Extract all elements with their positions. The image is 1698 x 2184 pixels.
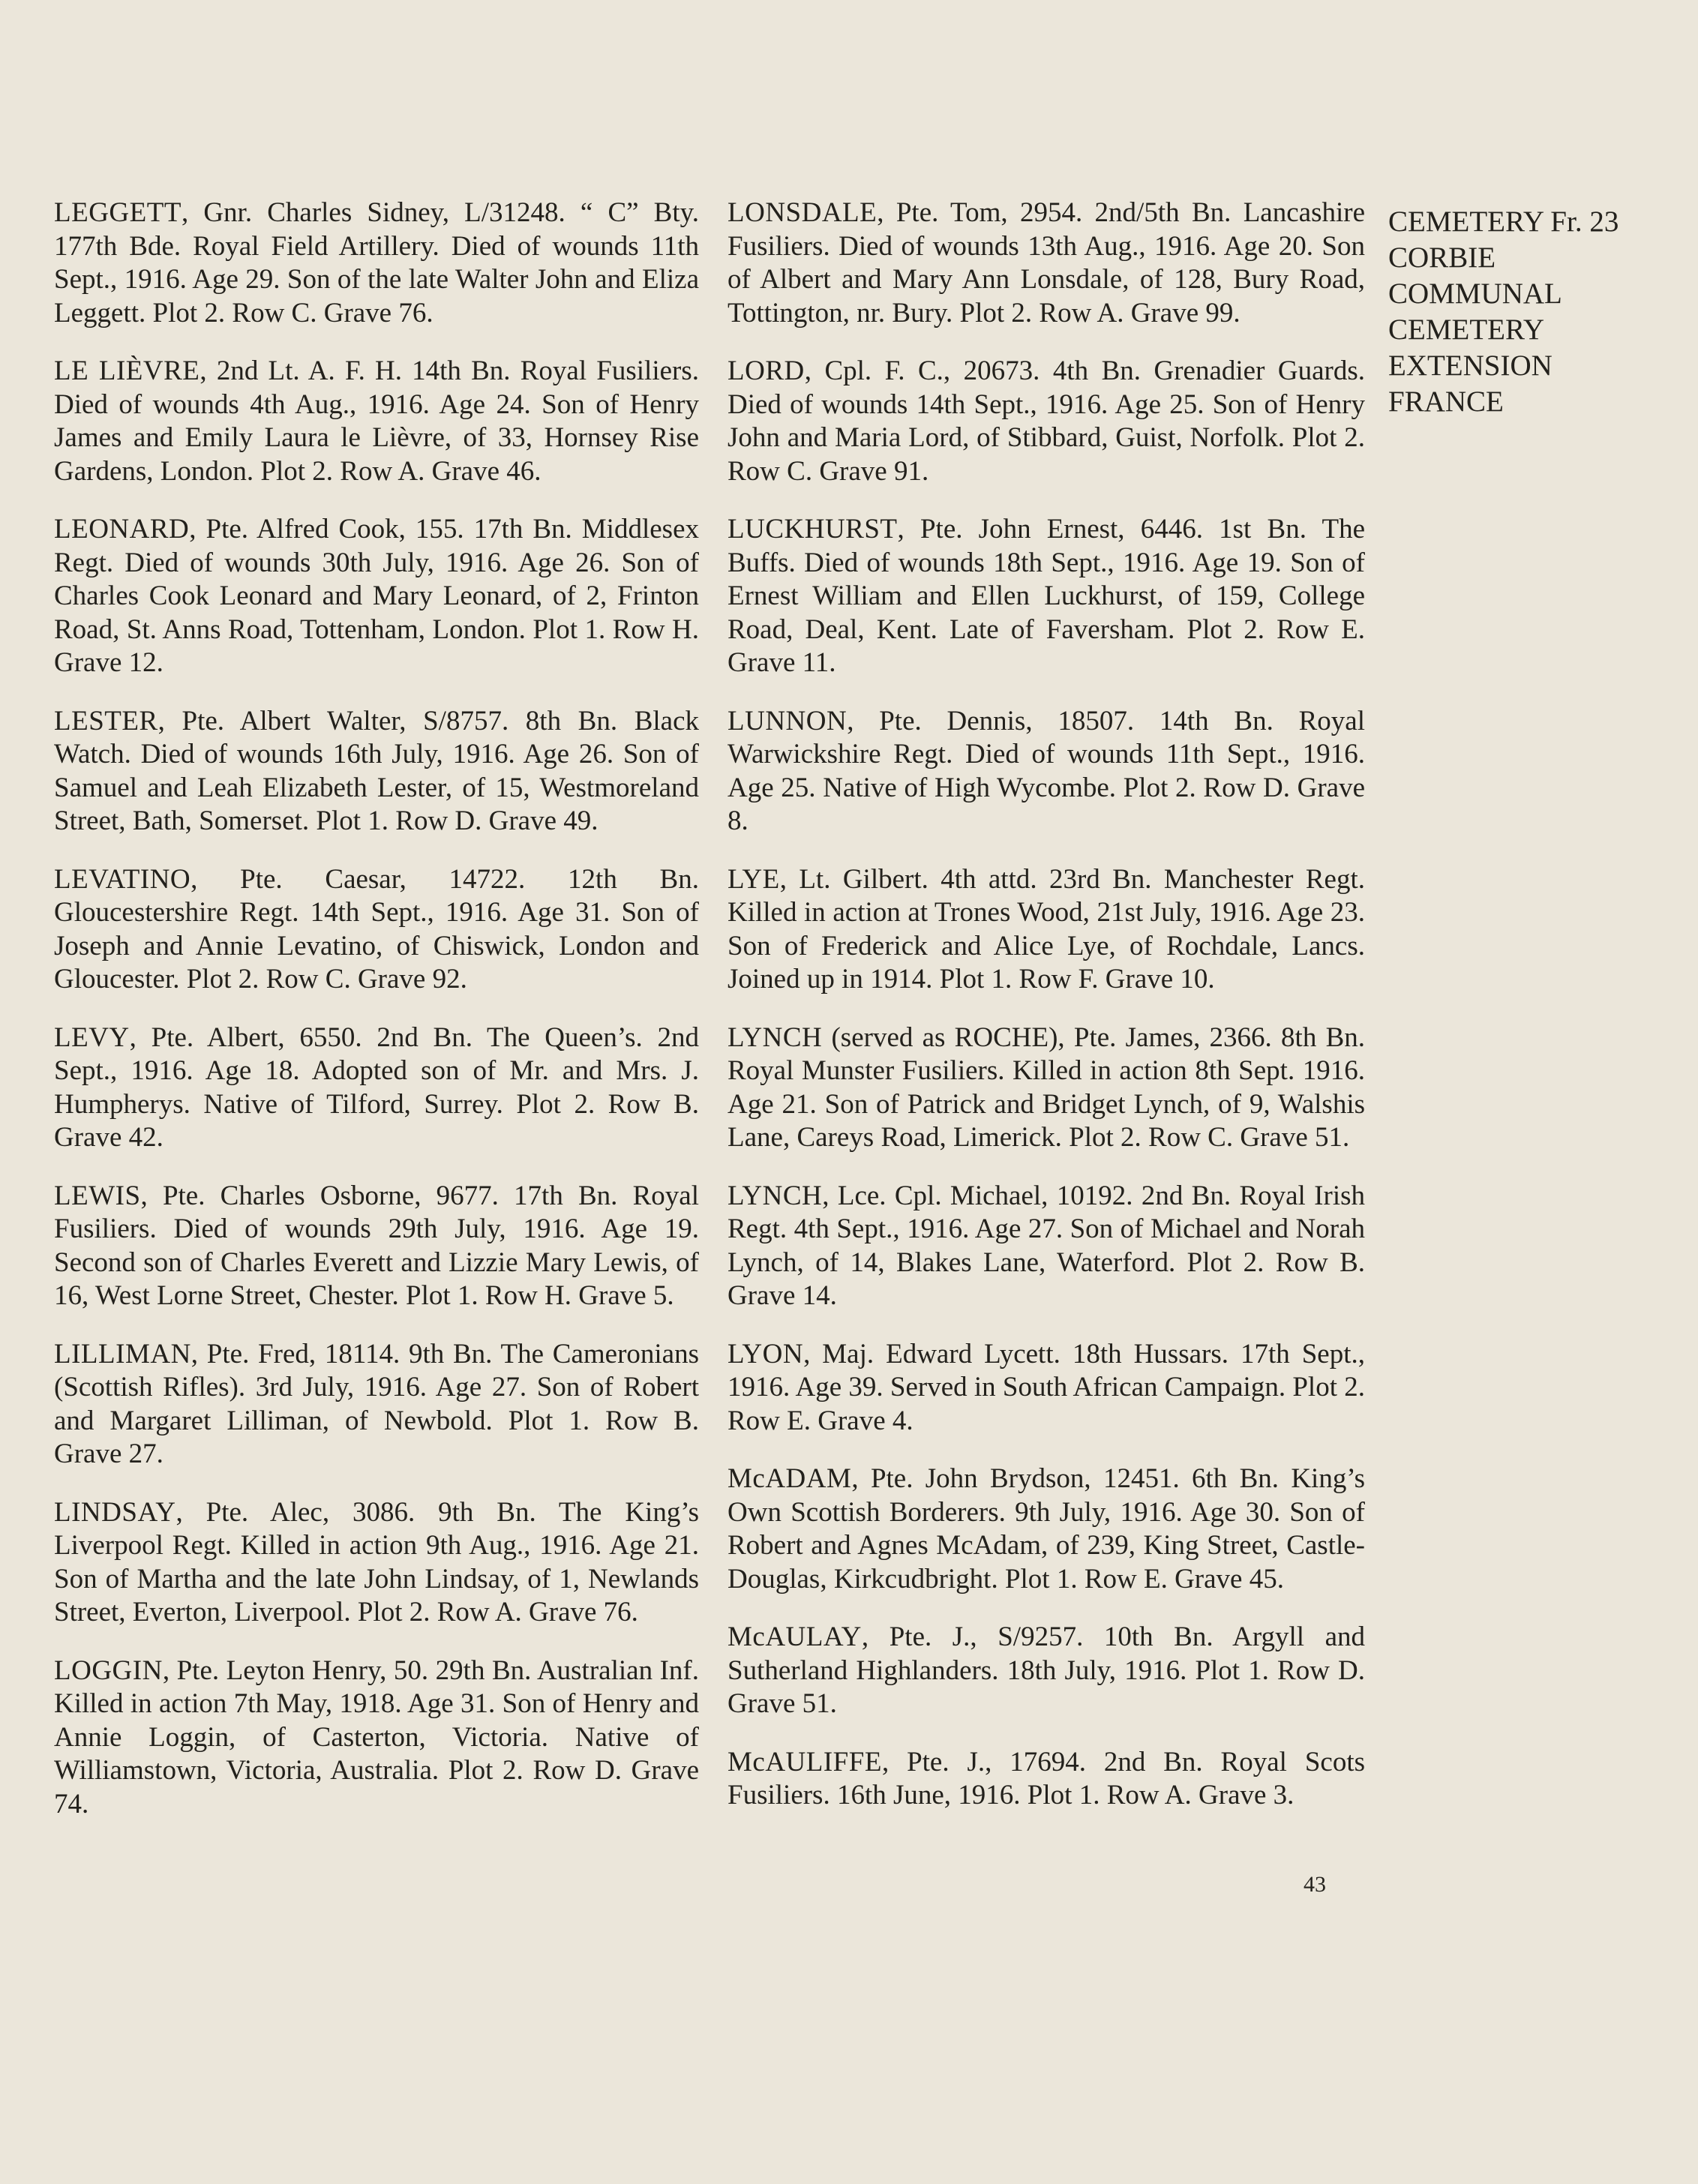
heading-line: FRANCE [1388, 386, 1504, 418]
entry-surname: LESTER [54, 705, 158, 736]
register-entry [54, 1338, 699, 1472]
entry-surname: LOGGIN [54, 1654, 163, 1686]
entry-surname: LYNCH [728, 1022, 823, 1053]
register-entry [728, 196, 1365, 330]
entry-details: , Maj. Edward Lycett. 18th Hussars. 17th Sept., 1916. Age 39. Served in South African Campaign. Plot 2. Row E. Grave 4. [728, 1338, 1365, 1436]
entry-details: , Pte. Alfred Cook, 155. 17th Bn. Middlesex Regt. Died of wounds 30th July, 1916. Age 26. Son of Charles Cook Leonard and Mary Leonard, of 2, Frinton Road, St. Anns Road, Tottenham, London. Plot 1. Row H. Grave 12. [54, 514, 699, 678]
entry-surname: LUCKHURST [728, 514, 898, 544]
register-entry [54, 1496, 699, 1630]
entry-details: , Pte. Caesar, 14722. 12th Bn. Gloucestershire Regt. 14th Sept., 1916. Age 31. Son of Joseph and Annie Levatino, of Chiswick, London and Gloucester. Plot 2. Row C. Grave 92. [54, 863, 699, 994]
entry-details: , Pte. Alec, 3086. 9th Bn. The King’s Liverpool Regt. Killed in action 9th Aug., 1916. Age 21. Son of Martha and the late John Lindsay, of 1, Newlands Street, Everton, Liverpool. Plot 2. Row A. Grave 76. [54, 1496, 699, 1628]
heading-line: COMMUNAL [1388, 278, 1562, 310]
entry-surname: LUNNON [728, 705, 848, 736]
entry-details: , Pte. Fred, 18114. 9th Bn. The Cameronians (Scottish Rifles). 3rd July, 1916. Age 27. Son of Robert and Margaret Lilliman, of Newbold. Plot 1. Row B. Grave 27. [54, 1338, 699, 1469]
entry-surname: LONSDALE [728, 197, 878, 228]
cemetery-heading [1388, 204, 1688, 420]
entry-details: , Pte. Albert Walter, S/8757. 8th Bn. Black Watch. Died of wounds 16th July, 1916. Age 26. Son of Samuel and Leah Elizabeth Lester, of 15, Westmoreland Street, Bath, Somerset. Plot 1. Row D. Grave 49. [54, 705, 699, 836]
entry-details: , Gnr. Charles Sidney, L/31248. “ C” Bty. 177th Bde. Royal Field Artillery. Died of wounds 11th Sept., 1916. Age 29. Son of the late Walter John and Eliza Leggett. Plot 2. Row C. Grave 76. [54, 197, 699, 328]
entry-details: , Pte. Leyton Henry, 50. 29th Bn. Australian Inf. Killed in action 7th May, 1918. Age 31. Son of Henry and Annie Loggin, of Casterton, Victoria. Native of Williamstown, Victoria, Australia. Plot 2. Row D. Grave 74. [54, 1654, 699, 1820]
page-number: 43 [1304, 1872, 1326, 1897]
entry-surname: LYE [728, 863, 780, 895]
entry-details: , Pte. Dennis, 18507. 14th Bn. Royal Warwickshire Regt. Died of wounds 11th Sept., 1916. Age 25. Native of High Wycombe. Plot 2. Row D. Grave 8. [728, 705, 1365, 836]
entry-surname: McAULIFFE [728, 1746, 882, 1778]
entry-surname: LEONARD [54, 514, 190, 544]
register-entry [54, 863, 699, 997]
entry-details: , Pte. J., S/9257. 10th Bn. Argyll and Sutherland Highlanders. 18th July, 1916. Plot 1. Row D. Grave 51. [728, 1622, 1365, 1719]
entry-surname: LYON [728, 1338, 804, 1370]
entry-details: , Lce. Cpl. Michael, 10192. 2nd Bn. Royal Irish Regt. 4th Sept., 1916. Age 27. Son of Michael and Norah Lynch, of 14, Blakes Lane, Waterford. Plot 2. Row B. Grave 14. [728, 1180, 1365, 1311]
register-entry [54, 1654, 699, 1822]
entry-surname: LEVY [54, 1022, 130, 1053]
entry-surname: LYNCH [728, 1180, 823, 1211]
heading-line: CEMETERY [1388, 314, 1545, 346]
register-entry [728, 513, 1365, 680]
entry-surname: LE LIÈVRE [54, 356, 200, 386]
register-entry [54, 705, 699, 838]
register-entry [54, 196, 699, 330]
entry-surname: McAULAY [728, 1622, 862, 1652]
register-entry [728, 355, 1365, 488]
entry-details: , Pte. John Brydson, 12451. 6th Bn. King’s Own Scottish Borderers. 9th July, 1916. Age 30. Son of Robert and Agnes McAdam, of 239, King Street, Castle-Douglas, Kirkcudbright. Plot 1. Row E. Grave 45. [728, 1463, 1365, 1594]
register-entry [728, 1746, 1365, 1813]
middle-column [728, 196, 1365, 1838]
entry-details: , 2nd Lt. A. F. H. 14th Bn. Royal Fusiliers. Died of wounds 4th Aug., 1916. Age 24. Son of Henry James and Emily Laura le Lièvre, of 33, Hornsey Rise Gardens, London. Plot 2. Row A. Grave 46. [54, 356, 699, 487]
entry-details: , Cpl. F. C., 20673. 4th Bn. Grenadier Guards. Died of wounds 14th Sept., 1916. Age 25. Son of Henry John and Maria Lord, of Stibbard, Guist, Norfolk. Plot 2. Row C. Grave 91. [728, 356, 1365, 487]
entry-details: (served as ROCHE), Pte. James, 2366. 8th Bn. Royal Munster Fusiliers. Killed in action 8th Sept. 1916. Age 21. Son of Patrick and Bridget Lynch, of 9, Walshis Lane, Careys Road, Limerick. Plot 2. Row C. Grave 51. [728, 1022, 1365, 1153]
entry-details: , Pte. John Ernest, 6446. 1st Bn. The Buffs. Died of wounds 18th Sept., 1916. Age 19. Son of Ernest William and Ellen Luckhurst, of 159, College Road, Deal, Kent. Late of Faversham. Plot 2. Row E. Grave 11. [728, 514, 1365, 678]
heading-line: CORBIE [1388, 242, 1496, 274]
register-entry [54, 1022, 699, 1155]
entry-surname: McADAM [728, 1463, 852, 1494]
entry-surname: LILLIMAN [54, 1338, 191, 1370]
entry-surname: LORD [728, 356, 805, 386]
register-entry [728, 1621, 1365, 1721]
entry-details: , Lt. Gilbert. 4th attd. 23rd Bn. Manchester Regt. Killed in action at Trones Wood, 21st July, 1916. Age 23. Son of Frederick and Alice Lye, of Rochdale, Lancs. Joined up in 1914. Plot 1. Row F. Grave 10. [728, 863, 1365, 994]
left-column [54, 196, 699, 1846]
entry-details: , Pte. Tom, 2954. 2nd/5th Bn. Lancashire Fusiliers. Died of wounds 13th Aug., 1916. Age 20. Son of Albert and Mary Ann Lonsdale, of 128, Bury Road, Tottington, nr. Bury. Plot 2. Row A. Grave 99. [728, 197, 1365, 328]
register-entry [728, 863, 1365, 997]
entry-surname: LINDSAY [54, 1496, 176, 1528]
entry-details: , Pte. Albert, 6550. 2nd Bn. The Queen’s. 2nd Sept., 1916. Age 18. Adopted son of Mr. and Mrs. J. Humpherys. Native of Tilford, Surrey. Plot 2. Row B. Grave 42. [54, 1022, 699, 1153]
entry-details: , Pte. J., 17694. 2nd Bn. Royal Scots Fusiliers. 16th June, 1916. Plot 1. Row A. Grave 3. [728, 1746, 1365, 1810]
entry-surname: LEGGETT [54, 197, 182, 228]
entry-surname: LEVATINO [54, 863, 191, 895]
register-entry [728, 1022, 1365, 1155]
register-entry [728, 1180, 1365, 1313]
heading-line: CEMETERY Fr. 23 [1388, 206, 1619, 238]
entry-surname: LEWIS [54, 1180, 141, 1211]
heading-line: EXTENSION [1388, 350, 1552, 382]
register-entry [728, 1462, 1365, 1596]
register-entry [54, 355, 699, 488]
register-entry [54, 1180, 699, 1313]
register-entry [728, 1338, 1365, 1438]
register-entry [54, 513, 699, 680]
register-entry [728, 705, 1365, 838]
entry-details: , Pte. Charles Osborne, 9677. 17th Bn. Royal Fusiliers. Died of wounds 29th July, 1916. Age 19. Second son of Charles Everett and Lizzie Mary Lewis, of 16, West Lorne Street, Chester. Plot 1. Row H. Grave 5. [54, 1180, 699, 1311]
